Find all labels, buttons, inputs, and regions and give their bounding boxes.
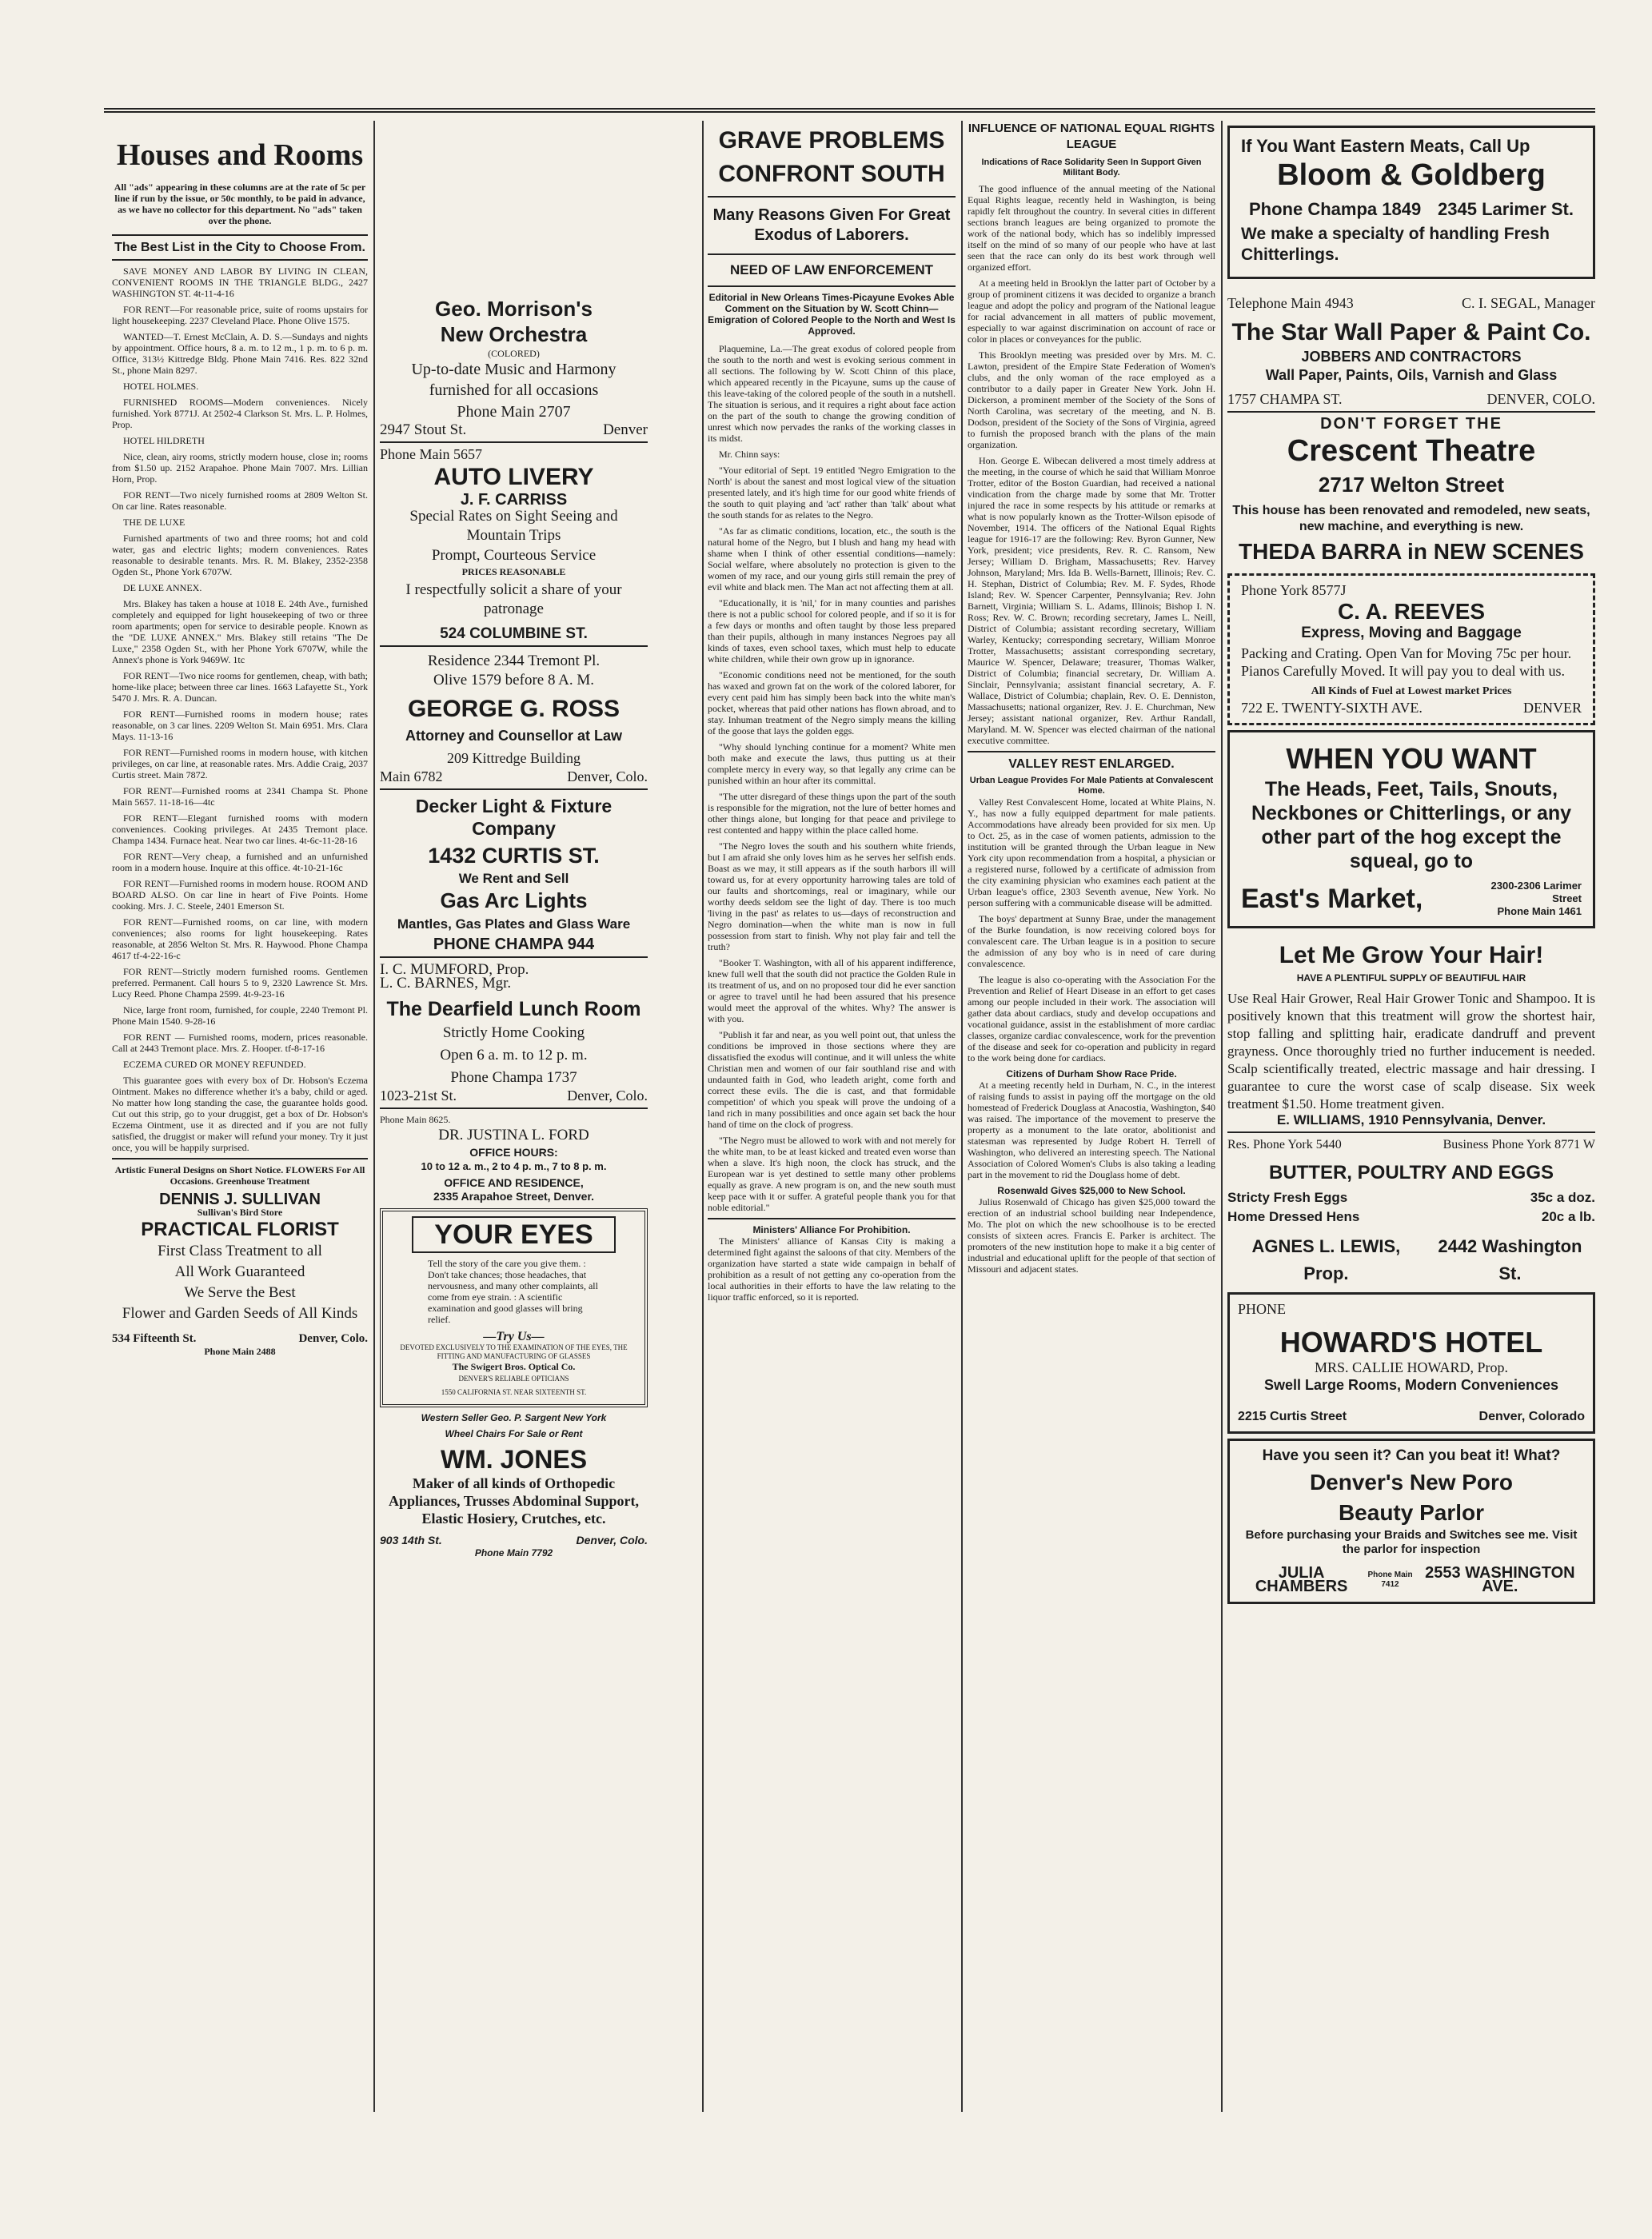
ad-desc: This house has been renovated and remodeled, new seats, new machine, and everything is new. <box>1232 504 1590 533</box>
ad-title: YOUR EYES <box>412 1216 616 1253</box>
ad-name: The Dearfield Lunch Room <box>386 998 641 1020</box>
ad-phone: Main 6782 <box>380 768 443 784</box>
ad-desc: Use Real Hair Grower, Real Hair Grower Tonic and Shampoo. It is positively known that this treatment will grow the shortest hair, stop falling and splitting hair, eradicate dandruff and prevent grayness. Once thoroughly tried no further inducement is needed. Scalp scientifically treated, electric massage and hair dressing. I guarantee to cure the worst case of scalp disease. Six week treatment $1.50. Home treatment given. <box>1227 991 1595 1112</box>
ad-phone: Phone Champa 1849 <box>1249 199 1422 219</box>
ad-name: Geo. Morrison's <box>435 297 593 321</box>
column-rule <box>961 121 963 2112</box>
ad-label: OFFICE AND RESIDENCE, <box>444 1176 584 1189</box>
ad-name: GEORGE G. ROSS <box>407 696 620 722</box>
florist-address: 534 Fifteenth St. <box>112 1332 197 1345</box>
article-paragraph: The boys' department at Sunny Brae, under the management of the Burke foundation, is now receiving colored boys for convalescent care. The Urban league is in a position to secure the admission of any boy who is in need of care during convalescence. <box>968 913 1215 969</box>
ad-sub: Western Seller Geo. P. Sargent New York <box>421 1412 607 1423</box>
article-paragraph: "Your editorial of Sept. 19 entitled 'Negro Emigration to the North' is about the sanest and most logical view of the situation presented lately, and it's high time for our good white friends of the south to quit playing and 'act' rather than 'talk' about what the south stands for as relates to the Negro. <box>708 465 956 521</box>
ad-owner: JULIA CHAMBERS <box>1255 1564 1348 1595</box>
decker-ad <box>380 795 648 952</box>
ad-sub: Wheel Chairs For Sale or Rent <box>445 1428 583 1439</box>
florist-ad <box>112 1164 368 1357</box>
ad-name: WM. JONES <box>440 1445 588 1474</box>
article-column <box>968 121 1215 2120</box>
ad-item: Home Dressed Hens <box>1227 1209 1360 1224</box>
classified-ad: Nice, clean, airy rooms, strictly modern house, close in; rooms from $1.50 up. 2152 Arapahoe. Phone Main 7007. Mrs. Lillian Horn, Prop. <box>112 451 368 485</box>
ad-desc: Wall Paper, Paints, Oils, Varnish and Glass <box>1265 367 1558 383</box>
ad-feature: THEDA BARRA in NEW SCENES <box>1239 539 1584 564</box>
ad-phone: Phone Main 2707 <box>457 403 571 421</box>
article-paragraph: "Publish it far and near, as you well point out, that unless the conditions be improved in those sections where they are dissatisfied the exodus will continue, and it will unless the white Christian men and women of our fair southland rise and with undaunted faith in God, who leadeth aright, come forth and correct these evils. The die is cast, and that formidable competition' of which you speak will prove the undoing of a land rich in many possibilities and once again set back the hour hand of time on the clock of progress. <box>708 1029 956 1130</box>
article-body <box>708 343 956 1213</box>
ad-address: 2335 Arapahoe Street, Denver. <box>433 1190 595 1203</box>
article-paragraph: "Booker T. Washington, with all of his apparent indifference, knew full well that the south did not practice the Golden Rule in its treatment of us, and on no proposed tour did he ever sanction or agree to travel until he had been assured that his presence would meet the approval of the whites. Why? The answer is with you. <box>708 957 956 1024</box>
classified-ad: HOTEL HILDRETH <box>123 435 205 446</box>
ad-sub: (COLORED) <box>488 348 540 359</box>
ad-phone: Phone Main 5657 <box>380 446 482 462</box>
ad-hours: 10 to 12 a. m., 2 to 4 p. m., 7 to 8 p. m. <box>421 1160 607 1172</box>
article-headline: GRAVE PROBLEMS CONFRONT SOUTH <box>718 127 945 187</box>
ad-desc: The Heads, Feet, Tails, Snouts, Neckbones or Chitterlings, or any other part of the hog except the squeal, go to <box>1251 778 1572 872</box>
florist-city: Denver, Colo. <box>298 1332 368 1345</box>
ad-address: Residence 2344 Tremont Pl. <box>427 653 601 669</box>
classifieds-column <box>112 121 368 2120</box>
article-paragraph: "Educationally, it is 'nil,' for in many counties and parishes there is not a public school for colored people, and if so it is for a few days or months and often taught by those less prepared than their pupils, although in many instances Negroes pay all kinds of taxes, even school taxes, which must help to educate white children, while their own grow up in ignorance. <box>708 597 956 665</box>
eyes-ad <box>380 1208 648 1407</box>
ad-sub: DON'T FORGET THE <box>1320 415 1502 433</box>
ad-phone: Telephone Main 4943 <box>1227 295 1354 311</box>
ad-phone: Res. Phone York 5440 <box>1227 1138 1342 1151</box>
florist-phone: Phone Main 2488 <box>204 1346 276 1357</box>
ad-sub: JOBBERS AND CONTRACTORS <box>1301 349 1522 365</box>
howard-hotel-ad <box>1227 1292 1595 1434</box>
ad-owner: E. WILLIAMS, 1910 Pennsylvania, Denver. <box>1276 1112 1546 1127</box>
florist-line: We Serve the Best <box>184 1284 296 1301</box>
hair-ad <box>1227 940 1595 1127</box>
section-title: Houses and Rooms <box>116 138 364 172</box>
ad-desc: Packing and Crating. Open Van for Moving 75c per hour. Pianos Carefully Moved. It will pay you to deal with us. <box>1241 645 1572 679</box>
article-headline: Ministers' Alliance For Prohibition. <box>752 1224 911 1235</box>
article-subhead: Many Reasons Given For Great Exodus of Laborers. <box>712 206 951 244</box>
article-headline: Rosenwald Gives $25,000 to New School. <box>997 1185 1186 1196</box>
article-paragraph: Hon. George E. Wibecan delivered a most timely address at the meeting, in the course of which he said that William Monroe Trotter, editor of the Boston Guardian, had received a national vindication from the charge made by some that Mr. Trotter injured the race in some respects by his attitude or remarks at what is now popularly known as the Trotter-Wilson episode of November, 1914. The officers of the National Equal Rights league for 1916-17 are the following: Rev. Byron Gunner, New York, president; vice presidents, Rev. R. C. Ransom, New Jersey; William D. Brigham, Massachusetts; Rev. Harvey Johnson, Maryland; Mrs. Ida B. Wells-Barnett, Illinois; Rev. C. H. Stephan, District of Columbia; Rev. M. F. Sydes, Rhode Island; Rev. W. Spencer Carpenter, Pennsylvania; Rev. John Barnett, Virginia; William S. L. Adams, Illinois; Bishop I. N. Ross; Rev. W. C. Brown; recording secretary, James L. Neill, District of Columbia; assistant recording secretary, William Warley, Kentucky; corresponding secretary, William Monroe Trotter, Massachusetts; assistant corresponding secretary, Maurice W. Spencer, Delaware; treasurer, Thomas Walker, District of Columbia; financial secretary, Dr. William A. Sinclair, Pennsylvania; assistant financial secretary, A. F. Wallace, District of Columbia; chaplain, Rev. O. E. Denniston, Massachusetts; national organizer, Rev. J. E. Churchman, New Jersey; assistant national organizer, Rev. Arthur Randall, Maryland. M. W. Spencer was elected chairman of the national executive committee. <box>968 455 1215 746</box>
classified-ad: FOR RENT—Furnished rooms in modern house, with kitchen privileges, on car line, at reasonable rates. Mrs. Addie Craig, 2037 Curtis street. Main 7872. <box>112 747 368 780</box>
ad-city: Denver, Colorado <box>1478 1410 1585 1423</box>
ad-desc: We make a specialty of handling Fresh Chitterlings. <box>1241 225 1550 264</box>
article-paragraph: Plaquemine, La.—The great exodus of colored people from the south to the north and west is evoking serious comment in all sections. The following by W. Scott Chinn of this place, which appeared recently in the Picayune, sums up the cause of this leave-taking of the colored people of the south in a nutshell. The situation is serious, and it requires a right about face action on the part of the south to change the growing condition of unrest which now pervades the ranks of the working classes in its midst. <box>708 343 956 444</box>
ad-owner: C. I. SEGAL, Manager <box>1462 295 1595 311</box>
ad-desc: Up-to-date Music and Harmony furnished for all occasions <box>411 361 617 399</box>
ads-column <box>380 121 648 2120</box>
ad-name: The Swigert Bros. Optical Co. <box>452 1361 576 1372</box>
ad-address: 1023-21st St. <box>380 1088 457 1104</box>
article-paragraph: "Economic conditions need not be mentioned, for the south has waxed and grown fat on the work of the colored laborer, for every cent paid him has simply been back into the white man's pocket, whereas that paid other nations has flown abroad, and to stay. Inhuman treatment of the Negro simply means the killing of the goose that lays the golden eggs. <box>708 669 956 736</box>
poro-parlor-ad <box>1227 1439 1595 1604</box>
article-paragraph: The league is also co-operating with the Association For the Prevention and Relief of Heart Disease in an effort to get cases among our people included in their work. The association will gather data about cardiacs, study and develop occupations and vocational guidance, assist in the establishment of more cardiac classes, organize cardiac convalescence, work for the prevention of the disease and seek for co-operation and publicity in regard to the work being done for cardiacs. <box>968 974 1215 1064</box>
ad-desc: Maker of all kinds of Orthopedic Appliances, Trusses Abdominal Support, Elastic Hosiery, Crutches, etc. <box>389 1475 639 1527</box>
livery-ad <box>380 448 648 641</box>
article-paragraph: This Brooklyn meeting was presided over by Mrs. M. C. Lawton, president of the Empire State Federation of Women's clubs, and the only woman of the race employed as a contributor to a daily paper in Greater New York. John H. Dickerson, a prominent member of the Society of the Sons of North Carolina, was secretary of the meeting, and N. B. Dodson, president of the Society of the Sons of Virginia, agreed to furnish the proposed branch with the plans of the main organization. <box>968 349 1215 450</box>
classified-ad: FOR RENT—Strictly modern furnished rooms. Gentlemen preferred. Permanent. Call hours 5 to 9, 2320 Lawrence St. Mrs. Lucy Reed. Phone Champa 2599. 4t-9-23-16 <box>112 966 368 1000</box>
ad-title: BUTTER, POULTRY AND EGGS <box>1268 1162 1554 1183</box>
ad-phone: PHONE CHAMPA 944 <box>433 936 595 953</box>
ad-owner: L. C. BARNES, Mgr. <box>380 975 512 992</box>
column-rule <box>373 121 375 2112</box>
article-paragraph: The Ministers' alliance of Kansas City is making a determined fight against the saloons of that city. Members of the organization have started a state wide campaign in behalf of prohibition as a result of not getting any co-operation from the local authorities in their efforts to have the law relating to the liquor traffic enforced, so it is reported. <box>708 1235 956 1303</box>
ad-sub: HAVE A PLENTIFUL SUPPLY OF BEAUTIFUL HAIR <box>1296 972 1526 984</box>
florist-title: PRACTICAL FLORIST <box>141 1219 339 1240</box>
ad-name: The Star Wall Paper & Paint Co. <box>1231 319 1591 345</box>
jones-ad <box>380 1412 648 1559</box>
ad-address: 2553 WASHINGTON AVE. <box>1425 1564 1575 1595</box>
ad-desc: Special Rates on Sight Seeing and Mountain Trips <box>409 508 618 544</box>
ad-city: Denver, Colo. <box>567 768 648 784</box>
east-market-ad <box>1227 730 1595 928</box>
ad-desc: We Rent and Sell <box>458 871 569 886</box>
ad-owner: I. C. MUMFORD, Prop. <box>380 961 529 978</box>
lewis-ad <box>1227 1138 1595 1287</box>
ford-ad <box>380 1114 648 1203</box>
classified-ad: FOR RENT—Furnished rooms in modern house; rates reasonable, on 3 car lines. 2209 Welton St. Main 6951. Mrs. Clara Mays. 11-13-16 <box>112 708 368 742</box>
ad-phone: Phone Champa 1737 <box>450 1069 577 1086</box>
ad-name: C. A. REEVES <box>1337 599 1486 624</box>
article-deck: Editorial in New Orleans Times-Picayune Evokes Able Comment on the Situation by W. Scott Chinn—Emigration of Colored People to the North and West Is Approved. <box>708 292 956 337</box>
classified-ad: DE LUXE ANNEX. <box>123 582 202 593</box>
article-deck: Urban League Provides For Male Patients at Convalescent Home. <box>969 776 1214 796</box>
ad-desc: Before purchasing your Braids and Switches see me. Visit the parlor for inspection <box>1245 1528 1578 1556</box>
florist-tagline: Artistic Funeral Designs on Short Notice. FLOWERS For All Occasions. Greenhouse Treatment <box>114 1164 365 1187</box>
ad-owner: MRS. CALLIE HOWARD, Prop. <box>1314 1359 1508 1375</box>
column-rule <box>702 121 704 2112</box>
ad-name: DR. JUSTINA L. FORD <box>438 1127 589 1143</box>
ad-phone: Phone Main 1461 <box>1497 905 1582 917</box>
classified-ad: FURNISHED ROOMS—Modern conveniences. Nicely furnished. York 8771J. At 2502-4 Clarkson St. Mrs. L. P. Holmes, Prop. <box>112 397 368 430</box>
article-headline: INFLUENCE OF NATIONAL EQUAL RIGHTS LEAGUE <box>968 122 1215 151</box>
article-deck: Indications of Race Solidarity Seen In Support Given Militant Body. <box>981 158 1202 178</box>
ad-title: Attorney and Counsellor at Law <box>405 728 623 744</box>
article-paragraph: "The Negro must be allowed to work with and not merely for the white man, to be at least kicked and treated even worse than when a slave. It's high noon, the clock has struck, and the European war is yet destined to settle many other problems equally as grave. A new program is on, and the new south must keep pace with it or suffer. A grateful people thank you for that noble editorial." <box>708 1135 956 1213</box>
article-column <box>708 121 956 2120</box>
ad-name: Beauty Parlor <box>1338 1500 1485 1525</box>
ad-owner: J. F. CARRISS <box>460 491 568 509</box>
morrison-ad <box>380 297 648 437</box>
ad-title: Let Me Grow Your Hair! <box>1279 942 1544 968</box>
ad-desc: —Try Us— <box>483 1330 545 1343</box>
ad-phone: Phone Main 8625. <box>380 1114 451 1125</box>
ad-sub: If You Want Eastern Meats, Call Up <box>1241 136 1530 156</box>
classified-ad: THE DE LUXE <box>123 517 186 528</box>
ad-desc: I respectfully solicit a share of your patronage <box>405 581 622 617</box>
ad-name: Crescent Theatre <box>1287 434 1536 468</box>
article-paragraph: The good influence of the annual meeting of the National Equal Rights league, recently held in Washington, is being rapidly felt throughout the country. In several cities in different sections branch leagues are being organized to promote the work of the national body, which has so indelibly impressed itself on the mind of so many of our people who have at last seen that the race can only do its best work through well organized effort. <box>968 183 1215 273</box>
ad-phone: Phone Main 7412 <box>1367 1570 1413 1589</box>
ad-name: HOWARD'S HOTEL <box>1279 1326 1543 1359</box>
ad-price: 20c a lb. <box>1541 1209 1595 1224</box>
ad-phone: PHONE <box>1238 1301 1287 1317</box>
article-body <box>968 796 1215 1064</box>
column-rule <box>1221 121 1223 2112</box>
classified-ad: Furnished apartments of two and three rooms; hot and cold water, gas and electric lights; modern conveniences. Rates reasonable to desirable tenants. Mrs. R. M. Blakey, 2352-2358 Ogden St., Phone York 6707W. <box>112 533 368 577</box>
classified-ad: FOR RENT—Two nicely furnished rooms at 2809 Welton St. On car line. Rates reasonable. <box>112 489 368 512</box>
ad-address: 2717 Welton Street <box>1318 473 1505 497</box>
classified-ad: ECZEMA CURED OR MONEY REFUNDED. <box>123 1059 306 1070</box>
article-paragraph: Julius Rosenwald of Chicago has given $25,000 toward the erection of an industrial school building near Independence, Mo. The plot on which the new schoolhouse is to be erected consists of sixteen acres. Francis E. Parker is architect. The promoters of the new institution hope to make it a big center of industrial and educational uplift for the people of that section of Missouri and adjacent states. <box>968 1196 1215 1275</box>
bloom-ad <box>1227 126 1595 279</box>
ad-prices: PRICES REASONABLE <box>461 566 566 577</box>
ad-sub: DENVER'S RELIABLE OPTICIANS <box>458 1375 569 1383</box>
classified-ad: Mrs. Blakey has taken a house at 1018 E. 24th Ave., furnished completely and equipped for light housekeeping of two or three room apartments; open for service to desirable people. Known as the "DE LUXE ANNEX." Mrs. Blakey still retains "The De Luxe," 2358 Ogden St., with her Phone York 6707W, while the Annex's phone is York 9469W. 1tc <box>112 598 368 665</box>
ad-address: 2442 Washington St. <box>1438 1236 1582 1283</box>
ad-address: 2300-2306 Larimer Street <box>1490 880 1582 904</box>
florist-line: Flower and Garden Seeds of All Kinds <box>122 1305 358 1322</box>
article-headline: Citizens of Durham Show Race Pride. <box>1006 1068 1177 1080</box>
ad-title: Gas Arc Lights <box>440 888 588 912</box>
article-headline: VALLEY REST ENLARGED. <box>1008 757 1175 771</box>
ad-address: 1757 CHAMPA ST. <box>1227 391 1343 407</box>
article-paragraph: "The Negro loves the south and his southern white friends, but I am afraid she only loves him as he serves her selfish ends. Boast as we may, it still appears as if the south harbors ill will toward us, for at every opportunity harrowing tales are told of our faults and shortcomings, real or imaginary, while our worthy deeds seldom see the light of day. There is too much 'living in the past' as relates to us—days of reconstruction and Negro domination—when the white man is now in full possession from start to finish. Why not play fair and tell the truth? <box>708 840 956 952</box>
ad-desc: Swell Large Rooms, Modern Conveniences <box>1263 1377 1559 1393</box>
ad-owner: AGNES L. LEWIS, Prop. <box>1251 1236 1401 1283</box>
ad-address: 2345 Larimer St. <box>1438 199 1574 219</box>
florist-line: All Work Guaranteed <box>174 1263 305 1280</box>
florist-sub: Sullivan's Bird Store <box>197 1207 283 1218</box>
classified-ad: FOR RENT—Furnished rooms at 2341 Champa St. Phone Main 5657. 11-18-16—4tc <box>112 785 368 808</box>
classified-ad: FOR RENT—Very cheap, a furnished and an unfurnished room in a modern house. Inquire at this office. 4t-10-21-16c <box>112 851 368 873</box>
classified-ad: This guarantee goes with every box of Dr. Hobson's Eczema Ointment. Makes no difference whether it's a baby, child or aged. No matter how long standing the case, the guarantee holds good. Cut out this strip, go to your druggist, get a box of Dr. Hobson's Eczema Ointment, use it as directed and if you are not fully satisfied, the druggist or maker will refund your money. Try it just once, you will be happily surprised. <box>112 1075 368 1153</box>
article-paragraph: Valley Rest Convalescent Home, located at White Plains, N. Y., has now a fully equipped department for male patients. Accommodations have already been provided for six men. Up to Oct. 25, as in the case of women patients, admission to the institution will be granted through the Urban league in New York city upon recommendation from a hospital, a physician or a registered nurse, followed by a certificate of admission from the city examining physician who examines each patient at the Urban league's office, 2303 Seventh avenue, New York. No person suffering with a communicable disease will be admitted. <box>968 796 1215 908</box>
classified-ad: FOR RENT—Furnished rooms in modern house. ROOM AND BOARD ALSO. On car line in heart of Five Points. Home cooking. Mrs. J. C. Steele, 2401 Emerson St. <box>112 878 368 912</box>
ad-sub: Have you seen it? Can you beat it! What? <box>1262 1447 1561 1464</box>
crescent-ad <box>1227 417 1595 569</box>
ross-ad <box>380 652 648 784</box>
ad-city: Denver, Colo. <box>567 1088 648 1104</box>
article-paragraph: "Why should lynching continue for a moment? White men both make and execute the laws, thus putting us at their complete mercy in every way, so that legally any crime can be punished within an hour after its committal. <box>708 741 956 786</box>
display-ads-column <box>1227 121 1595 2120</box>
ad-hours: Open 6 a. m. to 12 p. m. <box>440 1047 588 1064</box>
ad-desc: Mantles, Gas Plates and Glass Ware <box>397 916 631 932</box>
ad-city: DENVER, COLO. <box>1486 391 1595 407</box>
classified-ad: WANTED—T. Ernest McClain, A. D. S.—Sundays and nights by appointment. Office hours, 8 a. m. to 12 m., 1 p. m. to 6 p. m. Office, 313½ Kittredge Bldg. Phone Main 7416. Res. 822 32nd St., phone Main 8297. <box>112 331 368 376</box>
ad-name: Denver's New Poro <box>1309 1470 1514 1495</box>
ad-name: East's Market, <box>1241 883 1423 914</box>
florist-name: DENNIS J. SULLIVAN <box>159 1191 321 1208</box>
dearfield-ad <box>380 963 648 1103</box>
ad-phone: Phone Main 7792 <box>474 1547 553 1559</box>
ad-address: 2215 Curtis Street <box>1238 1410 1347 1423</box>
ad-city: Denver <box>603 421 648 438</box>
newspaper-page <box>104 108 1595 2128</box>
classified-ad: HOTEL HOLMES. <box>123 381 199 392</box>
ad-item: Stricty Fresh Eggs <box>1227 1190 1348 1205</box>
classified-ad: FOR RENT—Furnished rooms, on car line, with modern conveniences; also rooms for light housekeeping. Rates reasonable, at 2856 Welton St. Mrs. R. Haywood. Phone Champa 4617 tf-4-22-16-c <box>112 916 368 961</box>
ad-address: 2947 Stout St. <box>380 421 467 438</box>
star-ad <box>1227 297 1595 406</box>
article-paragraph: "The utter disregard of these things upon the part of the south is responsible for the migration, not the lure of better homes and other things alone, but longing for that peace and privilege to rest contented and happy within the place called home. <box>708 791 956 836</box>
ad-address: 1550 CALIFORNIA ST. NEAR SIXTEENTH ST. <box>441 1388 587 1396</box>
classified-ad: FOR RENT—Two nice rooms for gentlemen, cheap, with bath; home-like place; between three car lines. 1663 Lafayette St., York 5470 J. Mrs. R. A. Duncan. <box>112 670 368 704</box>
ad-name: Decker Light & Fixture Company <box>415 796 613 839</box>
article-paragraph: "As far as climatic conditions, location, etc., the south is the natural home of the Negro, but I blush and hang my head with shame when I think of other essential conditions—namely: Social welfare, where absolutely no protection is given to the women of my race, and our young girls still remain the prey of evil white and black men. The Man act not affecting them at all. <box>708 525 956 593</box>
ad-phone: Business Phone York 8771 W <box>1443 1138 1595 1151</box>
classified-list <box>112 265 368 1153</box>
ad-address: 209 Kittredge Building <box>447 750 581 766</box>
article-paragraph: Mr. Chinn says: <box>719 449 780 460</box>
rate-notice: All "ads" appearing in these columns are at the rate of 5c per line if run by the issue, or 50c monthly, to be paid in advance, as we have no collector for this department. No "ads" taken over the phone. <box>114 182 366 226</box>
ad-address: 903 14th St. <box>380 1534 442 1547</box>
classified-ad: Nice, large front room, furnished, for couple, 2240 Tremont Pl. Phone Main 1540. 9-28-16 <box>112 1004 368 1027</box>
ad-phone: Olive 1579 before 8 A. M. <box>433 672 595 688</box>
ad-address: 722 E. TWENTY-SIXTH AVE. <box>1241 700 1423 716</box>
ad-city: DENVER <box>1523 700 1582 716</box>
ad-sub: Express, Moving and Baggage <box>1301 625 1522 641</box>
classified-ad: FOR RENT—For reasonable price, suite of rooms upstairs for light housekeeping. 2237 Cleveland Place. Phone Olive 1575. <box>112 304 368 326</box>
reeves-ad <box>1227 573 1595 725</box>
ad-desc: DEVOTED EXCLUSIVELY TO THE EXAMINATION OF THE EYES, THE FITTING AND MANUFACTURING OF GLASSES <box>400 1343 628 1360</box>
ad-phone: Phone York 8577J <box>1241 582 1347 598</box>
ad-desc: Tell the story of the care you give them. : Don't take chances; those headaches, that nervousness, and many other complaints, all come from eye strain. : A scientific examination and good glasses will bring relief. <box>428 1258 598 1325</box>
ad-address: 524 COLUMBINE ST. <box>440 625 588 642</box>
florist-line: First Class Treatment to all <box>158 1243 322 1259</box>
ad-city: Denver, Colo. <box>576 1534 648 1547</box>
ad-name: Bloom & Goldberg <box>1277 158 1546 192</box>
ad-address: 1432 CURTIS ST. <box>428 844 600 868</box>
ad-name: New Orchestra <box>440 322 588 346</box>
ad-title: AUTO LIVERY <box>433 464 594 490</box>
article-paragraph: At a meeting held in Brooklyn the latter part of October by a group of prominent citizens it was decided to organize a branch league and adopt the policy and program of the National league for racial advancement in all matters of public movement, especially to war against discrimination on account of race or color in places or conveyances for the public. <box>968 277 1215 345</box>
ad-desc: Strictly Home Cooking <box>442 1024 585 1041</box>
article-subhead: NEED OF LAW ENFORCEMENT <box>729 262 934 277</box>
classified-ad: FOR RENT—Elegant furnished rooms with modern conveniences. Cooking privileges. At 2435 Tremont place. Champa 1434. Furnace heat. Near two car lines. 4t-6c-11-28-16 <box>112 812 368 846</box>
ad-desc: All Kinds of Fuel at Lowest market Prices <box>1311 685 1512 697</box>
ad-label: OFFICE HOURS: <box>469 1146 558 1159</box>
ad-price: 35c a doz. <box>1530 1190 1595 1205</box>
article-paragraph: At a meeting recently held in Durham, N. C., in the interest of raising funds to assist in paying off the mortgage on the old homestead of Frederick Douglass at Anacostia, Washington, $40 was raised. The importance of the movement to preserve the property as a monument to the late orator, abolitionist and statesman was represented by Judge Robert H. Terrell of Washington, who delivered an interesting speech. The National Association of Colored Women's Clubs is also taking a leading part in the movement to rid the Douglass home of debt. <box>968 1080 1215 1180</box>
ad-desc: Prompt, Courteous Service <box>431 547 597 564</box>
ad-title: WHEN YOU WANT <box>1286 742 1537 775</box>
classified-ad: SAVE MONEY AND LABOR BY LIVING IN CLEAN, CONVENIENT ROOMS IN THE TRIANGLE BLDG., 2427 WASHINGTON ST. 4t-11-4-16 <box>112 265 368 299</box>
article-body <box>968 183 1215 746</box>
list-banner: The Best List in the City to Choose From. <box>114 241 365 254</box>
classified-ad: FOR RENT — Furnished rooms, modern, prices reasonable. Call at 2443 Tremont place. Mrs. Z. Hooper. tf-8-17-16 <box>112 1032 368 1054</box>
